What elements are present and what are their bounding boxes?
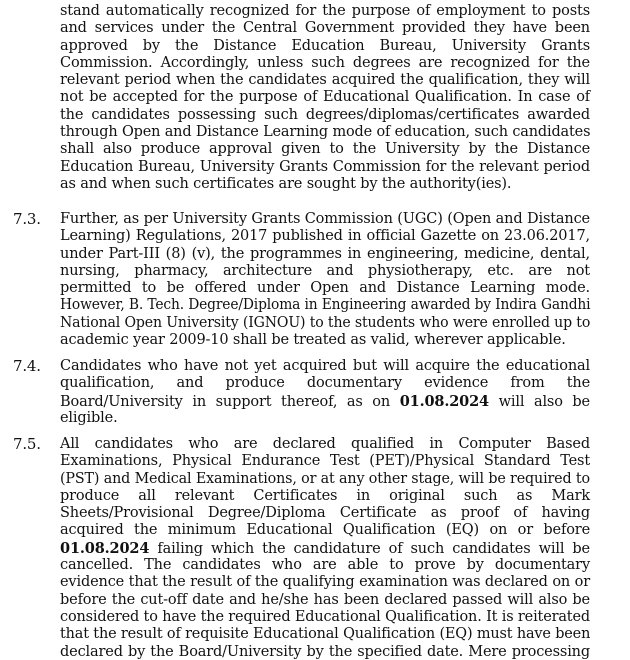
text-line: [60, 505, 590, 522]
paragraph-text: [60, 3, 590, 193]
text-run: failing which the candidature of such candidates will be: [149, 540, 590, 557]
text-line: [60, 358, 590, 375]
text-run: cancelled. The candidates who are able to prove by documentary: [60, 557, 590, 574]
text-run: Candidates who have not yet acquired but will acquire the educational: [60, 358, 590, 374]
paragraph-number: 7.3.: [13, 210, 41, 228]
text-line: [60, 107, 590, 124]
text-line: [60, 436, 590, 453]
text-line: [60, 38, 590, 55]
text-run: the candidates possessing such degrees/diplomas/certificates awarded: [60, 106, 590, 123]
text-line: [60, 315, 590, 332]
text-line: [60, 159, 590, 176]
text-run: Board/University in support thereof, as on: [60, 393, 400, 410]
text-run: permitted to be offered under Open and Distance Learning mode.: [60, 280, 590, 297]
text-line: [60, 141, 590, 158]
text-run: shall also produce approval given to the University by the Distance: [60, 141, 590, 158]
text-run: relevant period when the candidates acquired the qualification, they will: [60, 72, 590, 89]
text-run: However, B. Tech. Degree/Diploma in Engineering awarded by Indira Gandhi: [60, 297, 591, 314]
text-line: [60, 644, 590, 660]
paragraph-text: [60, 436, 590, 660]
text-run: eligible.: [60, 409, 118, 426]
paragraph-text: [60, 358, 590, 427]
text-line: [60, 211, 590, 228]
text-line: [60, 55, 590, 72]
text-run: that the result of requisite Educational Qualification (EQ) must have been: [60, 626, 591, 643]
text-line: [60, 332, 590, 349]
text-line: [60, 228, 590, 245]
text-line: [60, 124, 590, 141]
text-run: will also be: [489, 393, 590, 410]
text-line: [60, 574, 590, 591]
text-run: through Open and Distance Learning mode of education, such candidates: [60, 124, 591, 141]
bold-date: 01.08.2024: [399, 392, 489, 410]
text-line: [60, 263, 590, 280]
text-run: declared by the Board/University by the specified date. Mere processing: [60, 643, 590, 660]
text-run: Further, as per University Grants Commission (UGC) (Open and Distance: [60, 211, 590, 227]
text-line: [60, 246, 590, 263]
text-run: and services under the Central Government provided they have been: [60, 20, 590, 37]
text-run: National Open University (IGNOU) to the students who were enrolled up to: [60, 314, 591, 331]
text-run: Commission. Accordingly, unless such degrees are recognized for the: [60, 54, 590, 71]
text-line: [60, 297, 590, 314]
text-line: [60, 453, 590, 470]
text-line: [60, 488, 590, 505]
text-run: Sheets/Provisional Degree/Diploma Certificate as proof of having: [60, 505, 590, 522]
text-run: approved by the Distance Education Bureau, University Grants: [60, 37, 590, 54]
text-line: [60, 410, 590, 427]
text-run: Examinations, Physical Endurance Test (PET)/Physical Standard Test: [60, 453, 590, 470]
text-run: nursing, pharmacy, architecture and physiotherapy, etc. are not: [60, 262, 590, 279]
text-run: stand automatically recognized for the purpose of employment to posts: [60, 3, 590, 19]
text-line: [60, 626, 590, 643]
text-run: Learning) Regulations, 2017 published in official Gazette on 23.06.2017,: [60, 228, 590, 245]
text-line: [60, 72, 590, 89]
text-run: considered to have the required Educational Qualification. It is reiterated: [60, 608, 590, 625]
text-line: [60, 375, 590, 392]
text-run: All candidates who are declared qualified in Computer Based: [60, 436, 590, 452]
paragraph-number: 7.4.: [13, 357, 41, 375]
text-line: [60, 609, 590, 626]
text-line: [60, 89, 590, 106]
text-line: [60, 176, 590, 193]
text-line: [60, 557, 590, 574]
text-line: [60, 540, 590, 557]
text-line: [60, 393, 590, 410]
text-run: under Part-III (8) (v), the programmes in engineering, medicine, dental,: [60, 245, 590, 262]
text-line: [60, 280, 590, 297]
paragraph-number: 7.5.: [13, 435, 41, 453]
text-line: [60, 20, 590, 37]
text-run: (PST) and Medical Examinations, or at any other stage, will be required to: [60, 470, 590, 487]
bold-date: 01.08.2024: [60, 539, 150, 557]
text-run: before the cut-off date and he/she has been declared passed will also be: [60, 591, 590, 608]
text-run: acquired the minimum Educational Qualification (EQ) on or before: [60, 522, 590, 539]
text-run: produce all relevant Certificates in original such as Mark: [60, 487, 590, 504]
text-line: [60, 592, 590, 609]
text-run: not be accepted for the purpose of Educational Qualification. In case of: [60, 89, 590, 106]
paragraph-text: [60, 211, 590, 349]
text-line: [60, 471, 590, 488]
text-line: [60, 3, 590, 20]
text-run: Education Bureau, University Grants Commission for the relevant period: [60, 158, 590, 175]
text-run: as and when such certificates are sought by the authority(ies).: [60, 175, 512, 192]
text-run: academic year 2009-10 shall be treated as valid, wherever applicable.: [60, 332, 566, 349]
text-run: evidence that the result of the qualifying examination was declared on or: [60, 574, 590, 591]
text-line: [60, 522, 590, 539]
text-run: qualification, and produce documentary evidence from the: [60, 375, 590, 392]
